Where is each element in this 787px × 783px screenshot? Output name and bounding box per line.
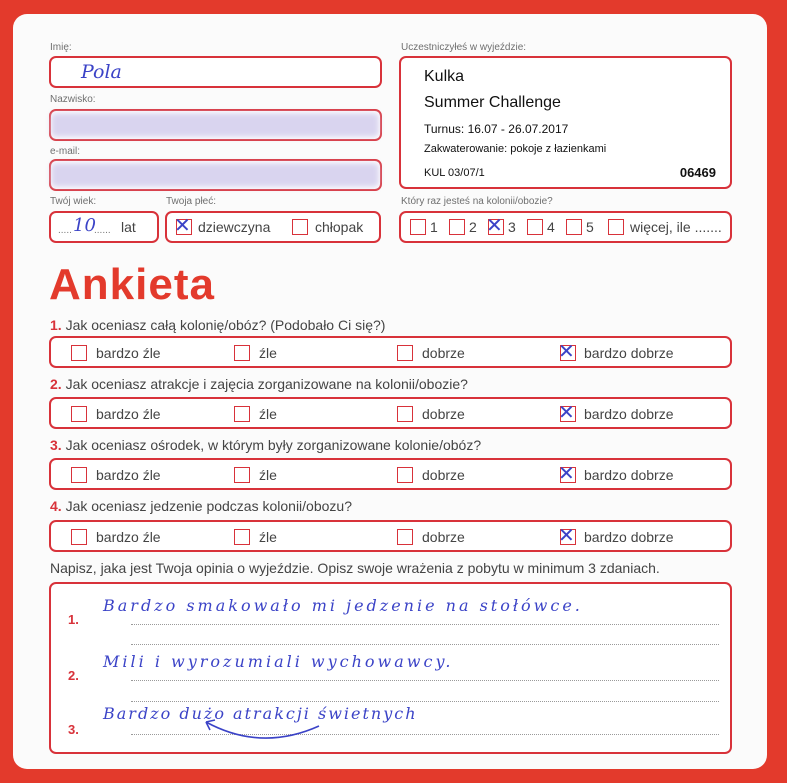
plec-label: Twoja płeć: [166,196,217,207]
ktory-raz-wiecej-checkbox[interactable] [608,219,624,235]
survey-title: Ankieta [49,260,215,309]
q1-option-zle: źle [259,345,277,361]
trip-zakwaterowanie: Zakwaterowanie: pokoje z łazienkami [424,143,607,155]
check-mark-icon: ✕ [558,339,575,363]
q1-option-bardzo-zle: bardzo źle [96,345,161,361]
q4-dobrze-checkbox[interactable] [397,529,413,545]
answer-3-text: Bardzo dużo atrakcji świetnych [103,704,418,723]
q1-option-bardzo-dobrze: bardzo dobrze [584,345,674,361]
question-1-options [49,336,732,368]
plec-option-chlopak: chłopak [315,219,364,235]
answer-1-text: Bardzo smakowało mi jedzenie na stołówce. [103,596,583,615]
trip-turnus: Turnus: 16.07 - 26.07.2017 [424,122,569,136]
nazwisko-field[interactable] [49,109,382,141]
plec-dziewczyna-checkbox[interactable] [174,213,192,237]
q2-dobrze-checkbox[interactable] [397,406,413,422]
ktory-raz-option-4: 4 [547,219,555,235]
answer-line [131,624,719,625]
wiek-unit: lat [121,219,136,235]
trip-name: Kulka [424,68,465,85]
question-4-options [49,520,732,552]
nazwisko-label: Nazwisko: [50,94,96,105]
ktory-raz-option-3: 3 [508,219,516,235]
question-1: 1. Jak oceniasz całą kolonię/obóz? (Podobało Ci się?) [50,317,386,333]
email-label: e-mail: [50,146,81,157]
question-3-options [49,458,732,490]
trip-code: KUL 03/07/1 [424,167,485,179]
trip-number: 06469 [679,165,716,180]
q4-option-zle: źle [259,529,277,545]
opinion-prompt: Napisz, jaka jest Twoja opinia o wyjeździe. Opisz swoje wrażenia z pobytu w minimum 3 zdaniach. [50,560,660,576]
q1-zle-checkbox[interactable] [234,345,250,361]
q2-option-dobrze: dobrze [422,406,465,422]
answer-line [131,701,719,702]
check-mark-icon: ✕ [558,400,575,424]
check-mark-icon: ✕ [558,523,575,547]
ktory-raz-1-checkbox[interactable] [410,219,426,235]
q3-option-zle: źle [259,467,277,483]
wiek-value: 10 [73,215,96,236]
question-3: 3. Jak oceniasz ośrodek, w którym były zorganizowane kolonie/obóz? [50,437,482,453]
ktory-raz-5-checkbox[interactable] [566,219,582,235]
email-field[interactable] [49,159,382,191]
q3-option-dobrze: dobrze [422,467,465,483]
imie-label: Imię: [50,42,72,53]
plec-option-dziewczyna: dziewczyna [198,219,271,235]
q3-zle-checkbox[interactable] [234,467,250,483]
trip-label: Uczestniczyłeś w wyjeździe: [401,42,527,53]
answer-3-number: 3. [68,722,79,737]
q2-bardzo-zle-checkbox[interactable] [71,406,87,422]
q3-bardzo-zle-checkbox[interactable] [71,467,87,483]
q2-zle-checkbox[interactable] [234,406,250,422]
question-2: 2. Jak oceniasz atrakcje i zajęcia zorganizowane na kolonii/obozie? [50,376,468,392]
wiek-label: Twój wiek: [50,196,97,207]
q2-bardzo-dobrze-checkbox[interactable] [558,400,576,424]
redacted-surname [51,113,379,137]
q1-bardzo-zle-checkbox[interactable] [71,345,87,361]
imie-field[interactable] [49,56,382,88]
q4-zle-checkbox[interactable] [234,529,250,545]
q2-option-zle: źle [259,406,277,422]
ktory-raz-option-wiecej: więcej, ile ....... [630,219,722,235]
ktory-raz-2-checkbox[interactable] [449,219,465,235]
q2-option-bardzo-dobrze: bardzo dobrze [584,406,674,422]
ktory-raz-4-checkbox[interactable] [527,219,543,235]
answer-line [131,644,719,645]
q3-option-bardzo-zle: bardzo źle [96,467,161,483]
q3-option-bardzo-dobrze: bardzo dobrze [584,467,674,483]
trip-info-box [399,56,732,189]
insertion-arrow-icon [201,714,331,754]
q1-option-dobrze: dobrze [422,345,465,361]
question-4: 4. Jak oceniasz jedzenie podczas kolonii/obozu? [50,498,352,514]
ktory-raz-option-2: 2 [469,219,477,235]
question-2-options [49,397,732,429]
survey-sheet [13,14,767,769]
q1-bardzo-dobrze-checkbox[interactable] [558,339,576,363]
q4-option-bardzo-dobrze: bardzo dobrze [584,529,674,545]
q3-dobrze-checkbox[interactable] [397,467,413,483]
answer-line [131,680,719,681]
answer-2-number: 2. [68,668,79,683]
plec-chlopak-checkbox[interactable] [292,219,308,235]
check-mark-icon: ✕ [558,461,575,485]
ktory-raz-label: Który raz jesteś na kolonii/obozie? [401,196,553,207]
q3-bardzo-dobrze-checkbox[interactable] [558,461,576,485]
check-mark-icon: ✕ [174,213,191,237]
check-mark-icon: ✕ [486,213,503,237]
q4-option-bardzo-zle: bardzo źle [96,529,161,545]
q4-bardzo-dobrze-checkbox[interactable] [558,523,576,547]
ktory-raz-field [399,211,732,243]
imie-value: Pola [81,61,122,83]
ktory-raz-option-1: 1 [430,219,438,235]
answer-1-number: 1. [68,612,79,627]
q2-option-bardzo-zle: bardzo źle [96,406,161,422]
trip-program: Summer Challenge [424,94,561,111]
q1-dobrze-checkbox[interactable] [397,345,413,361]
wiek-field[interactable]: ..... 10 ...... lat [49,211,159,243]
answer-2-text: Mili i wyrozumiali wychowawcy. [103,652,454,671]
ktory-raz-option-5: 5 [586,219,594,235]
opinion-box[interactable] [49,582,732,754]
ktory-raz-3-checkbox[interactable] [486,213,504,237]
plec-field [165,211,381,243]
q4-option-dobrze: dobrze [422,529,465,545]
q4-bardzo-zle-checkbox[interactable] [71,529,87,545]
redacted-email [51,163,379,187]
